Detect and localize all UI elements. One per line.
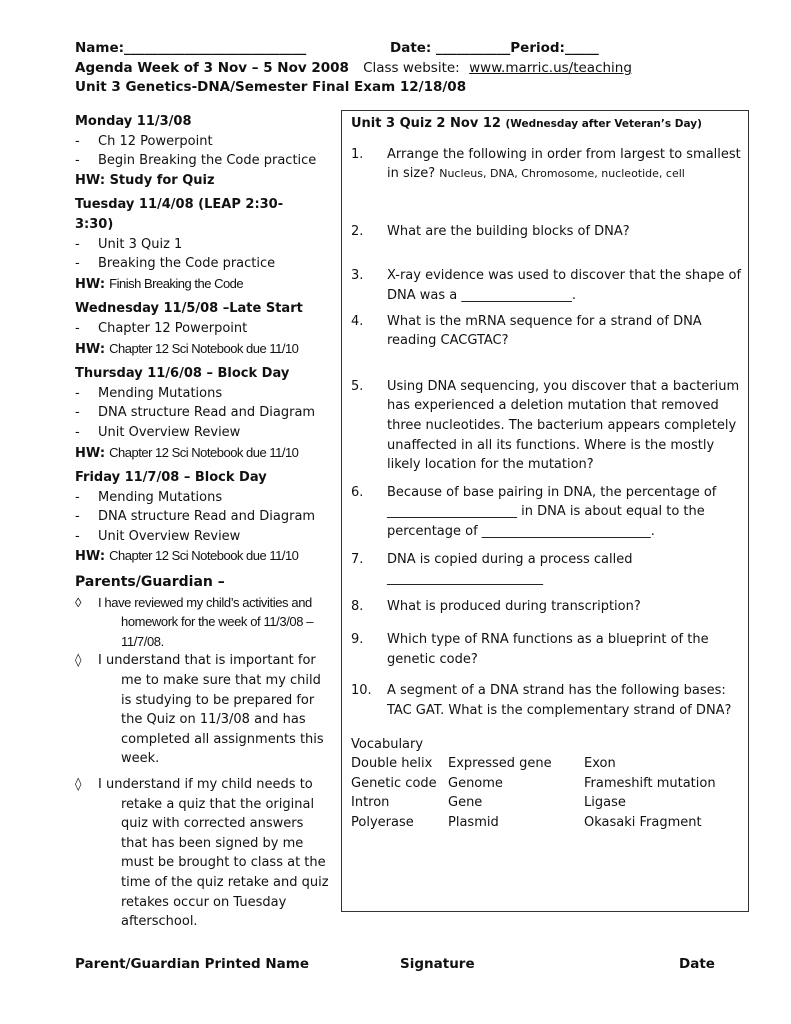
quiz-question: 10. A segment of a DNA strand has the following bases: TAC GAT. What is the complementary strand of DNA? bbox=[351, 683, 732, 719]
list-item: - Chapter 12 Powerpoint bbox=[75, 319, 330, 339]
list-item: - Unit Overview Review bbox=[75, 527, 330, 547]
list-item: - Unit 3 Quiz 1 bbox=[75, 235, 330, 255]
list-item: - DNA structure Read and Diagram bbox=[75, 507, 330, 527]
list-item: - Ch 12 Powerpoint bbox=[75, 132, 330, 152]
monday-homework: HW: Study for Quiz bbox=[75, 172, 215, 188]
wednesday-homework: HW: Chapter 12 Sci Notebook due 11/10 bbox=[75, 340, 299, 357]
quiz-question: 1. Arrange the following in order from largest to smallest in size? Nucleus, DNA, Chromosome, nucleotide, cell bbox=[351, 146, 741, 182]
vocab-row: Intron Gene Ligase bbox=[351, 795, 626, 811]
agenda-week: Agenda Week of 3 Nov – 5 Nov 2008 bbox=[75, 60, 349, 76]
quiz-question: 3. X-ray evidence was used to discover that the shape of DNA was a _________________. bbox=[351, 268, 742, 303]
friday-homework: HW: Chapter 12 Sci Notebook due 11/10 bbox=[75, 548, 299, 565]
parent-statement: ◊ I understand if my child needs to retake a quiz that the original quiz with corrected answers that has been signed by me must be brought to class at the time of the quiz retake and quiz retakes occur on Tuesday afterschool. bbox=[75, 777, 329, 930]
monday-title: Monday 11/3/08 bbox=[75, 114, 192, 129]
list-item: - Begin Breaking the Code practice bbox=[75, 151, 330, 171]
vocabulary-section bbox=[351, 735, 743, 833]
list-item: - Mending Mutations bbox=[75, 384, 330, 404]
quiz-title: Unit 3 Quiz 2 Nov 12 (Wednesday after Veteran’s Day) bbox=[351, 116, 702, 131]
vocabulary-title: Vocabulary bbox=[351, 736, 424, 752]
quiz-question: 6. Because of base pairing in DNA, the percentage of ____________________ in DNA is about equal to the percentage of __________________________. bbox=[351, 484, 717, 539]
list-item: - DNA structure Read and Diagram bbox=[75, 403, 330, 423]
date-label: Date bbox=[679, 956, 715, 972]
class-website-link[interactable]: www.marric.us/teaching bbox=[469, 60, 632, 76]
parent-statement: ◊ I understand that is important for me to make sure that my child is studying to be prepared for the Quiz on 11/3/08 and has completed all assignments this week. bbox=[75, 653, 324, 767]
diamond-bullet-icon: ◊ bbox=[75, 594, 82, 610]
quiz-content bbox=[351, 112, 743, 833]
quiz-question: 2. What are the building blocks of DNA? bbox=[351, 223, 630, 239]
vocab-row: Polyerase Plasmid Okasaki Fragment bbox=[351, 815, 702, 831]
date-period-field: Date: ___________Period:_____ bbox=[390, 40, 599, 56]
list-item: - Unit Overview Review bbox=[75, 423, 330, 443]
parents-guardian-title: Parents/Guardian – bbox=[75, 574, 225, 591]
diamond-bullet-icon: ◊ bbox=[75, 653, 82, 669]
quiz-question: 4. What is the mRNA sequence for a strand of DNA reading CACGTAC? bbox=[351, 313, 702, 349]
weekly-schedule bbox=[75, 112, 330, 932]
thursday-homework: HW: Chapter 12 Sci Notebook due 11/10 bbox=[75, 444, 299, 461]
parent-statement: ◊ I have reviewed my child’s activities and homework for the week of 11/3/08 – 11/7/08. bbox=[75, 594, 314, 649]
tuesday-homework: HW: Finish Breaking the Code bbox=[75, 275, 244, 292]
tuesday-title: Tuesday 11/4/08 (LEAP 2:30- 3:30) bbox=[75, 197, 284, 232]
wednesday-title: Wednesday 11/5/08 –Late Start bbox=[75, 301, 303, 317]
name-field: Name:___________________________ bbox=[75, 40, 307, 56]
quiz-question: 8. What is produced during transcription? bbox=[351, 598, 641, 614]
list-item: - Mending Mutations bbox=[75, 488, 330, 508]
class-website-label: Class website: bbox=[363, 60, 460, 76]
unit-line: Unit 3 Genetics-DNA/Semester Final Exam 12/18/08 bbox=[75, 79, 467, 95]
diamond-bullet-icon: ◊ bbox=[75, 777, 82, 792]
friday-title: Friday 11/7/08 – Block Day bbox=[75, 470, 267, 486]
vocab-row: Double helix Expressed gene Exon bbox=[351, 756, 616, 772]
quiz-question: 5. Using DNA sequencing, you discover that a bacterium has experienced a deletion mutation that removed three nucleotides. The bacterium appears completely unaffected in all its functions. Where is the mostly likely location for the mutation? bbox=[351, 378, 740, 473]
printed-name-label: Parent/Guardian Printed Name bbox=[75, 956, 310, 972]
agenda-line bbox=[75, 60, 632, 76]
vocab-row: Genetic code Genome Frameshift mutation bbox=[351, 775, 716, 791]
quiz-question: 7. DNA is copied during a process called ________________________ bbox=[351, 551, 633, 587]
signature-label: Signature bbox=[400, 956, 475, 972]
quiz-question: 9. Which type of RNA functions as a blueprint of the genetic code? bbox=[351, 632, 709, 667]
thursday-title: Thursday 11/6/08 – Block Day bbox=[75, 366, 290, 382]
list-item: - Breaking the Code practice bbox=[75, 254, 330, 274]
